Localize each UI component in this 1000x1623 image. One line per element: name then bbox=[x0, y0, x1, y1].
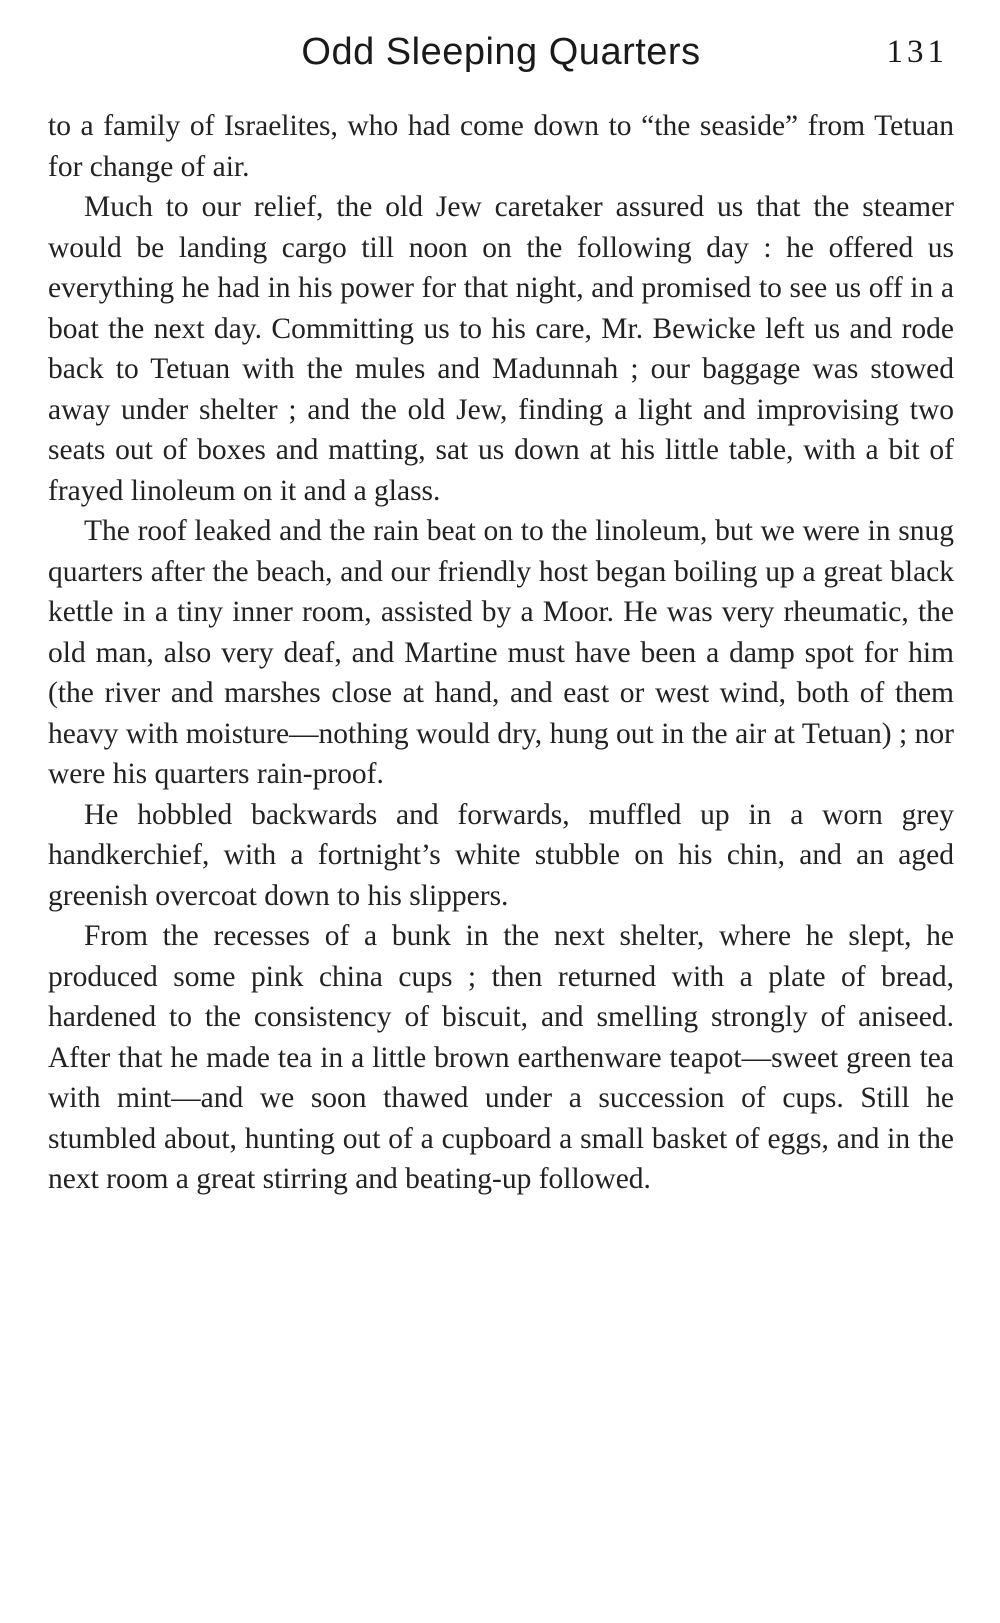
body-text bbox=[48, 106, 954, 1200]
paragraph-1: to a family of Israelites, who had come down to “the seaside” from Tetuan for change of air. bbox=[48, 110, 954, 183]
running-head bbox=[48, 24, 954, 80]
paragraph-5: From the recesses of a bunk in the next shelter, where he slept, he produced some pink china cups ; then returned with a plate of bread, hardened to the consistency of biscuit, and smelling strongly of aniseed. After that he made tea in a little brown earthenware teapot—sweet green tea with mint—and we soon thawed under a succession of cups. Still he stumbled about, hunting out of a cupboard a small basket of eggs, and in the next room a great stirring and beating-up followed. bbox=[48, 920, 954, 1195]
paragraph-2: Much to our relief, the old Jew caretaker assured us that the steamer would be landing cargo till noon on the following day : he offered us everything he had in his power for that night, and promised to see us off in a boat the next day. Committing us to his care, Mr. Bewicke left us and rode back to Tetuan with the mules and Madunnah ; our baggage was stowed away under shelter ; and the old Jew, finding a light and improvising two seats out of boxes and matting, sat us down at his little table, with a bit of frayed linoleum on it and a glass. bbox=[48, 191, 954, 507]
chapter-title: Odd Sleeping Quarters bbox=[301, 31, 701, 73]
paragraph-4: He hobbled backwards and forwards, muffled up in a worn grey handkerchief, with a fortnight’s white stubble on his chin, and an aged greenish overcoat down to his slippers. bbox=[48, 798, 954, 912]
paragraph-3: The roof leaked and the rain beat on to the linoleum, but we were in snug quarters after the beach, and our friendly host began boiling up a great black kettle in a tiny inner room, assisted by a Moor. He was very rheumatic, the old man, also very deaf, and Martine must have been a damp spot for him (the river and marshes close at hand, and east or west wind, both of them heavy with moisture—nothing would dry, hung out in the air at Tetuan) ; nor were his quarters rain-proof. bbox=[48, 515, 954, 790]
page-number: 131 bbox=[886, 34, 948, 70]
